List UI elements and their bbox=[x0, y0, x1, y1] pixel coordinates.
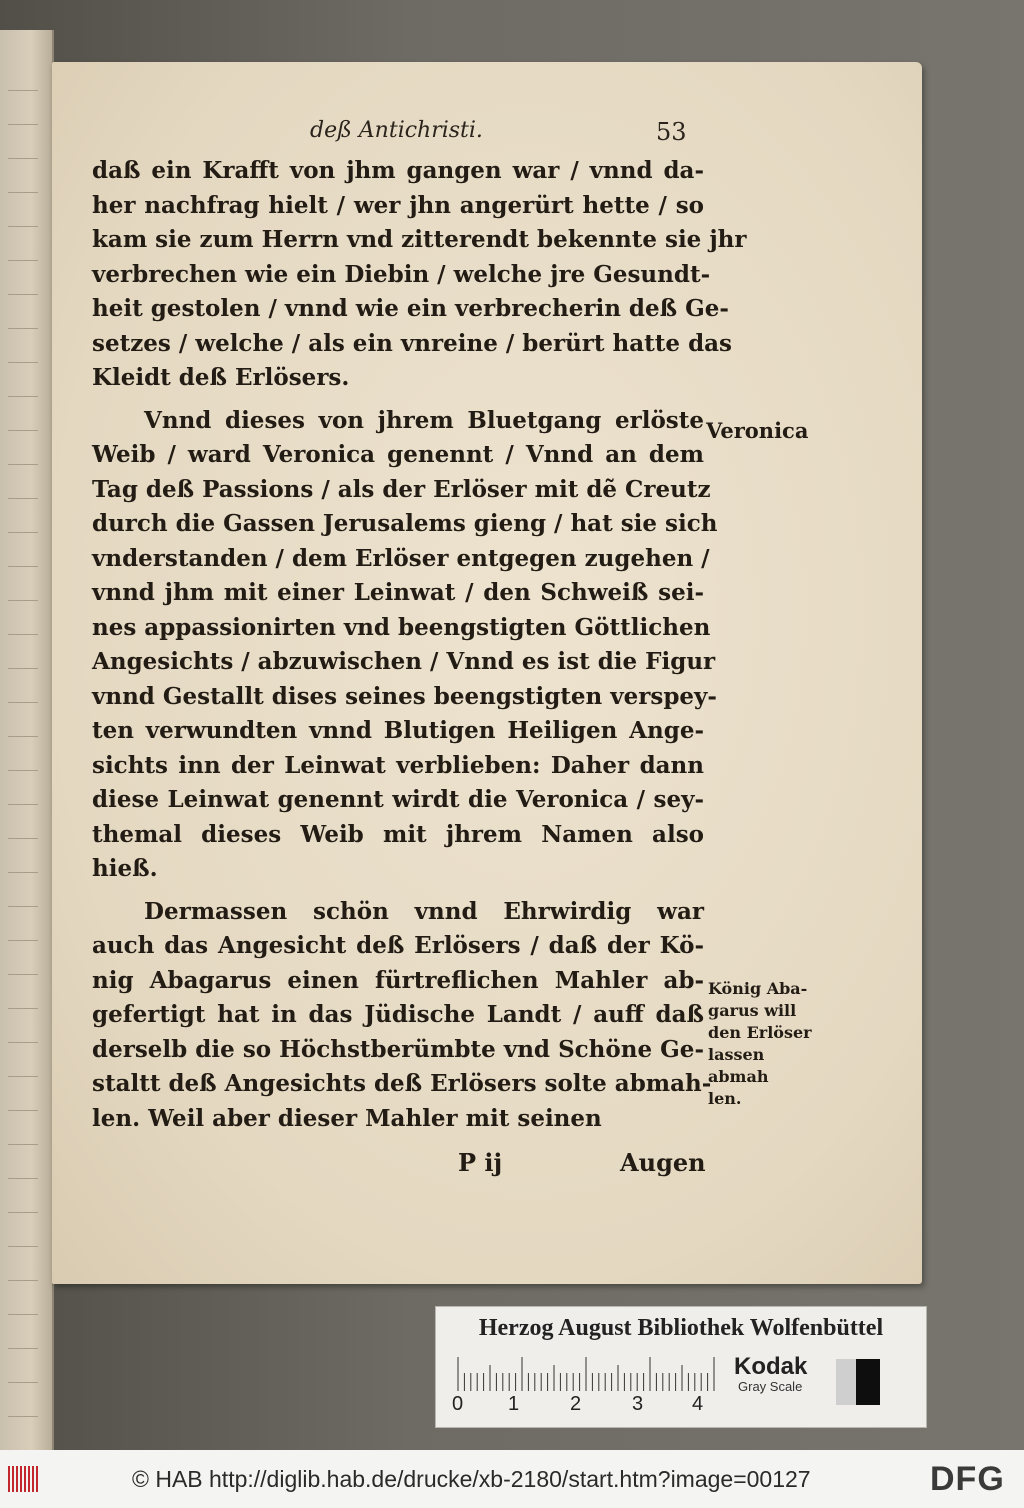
paragraph-gap bbox=[92, 396, 704, 404]
text-line: nig Abagarus einen fürtreflichen Mahler ab- bbox=[92, 966, 704, 994]
text-line: vnnd Gestallt dises seines beengstigten verspey- bbox=[92, 682, 717, 710]
text-line: Tag deß Passions / als der Erlöser mit dẽ Creutz bbox=[92, 475, 711, 503]
running-head: deß Antichristi. bbox=[310, 118, 483, 143]
logo-bar bbox=[16, 1466, 18, 1492]
text-line: daß ein Krafft von jhm gangen war / vnnd da- bbox=[92, 157, 704, 184]
text-line: sichts inn der Leinwat verblieben: Daher dann bbox=[92, 751, 704, 779]
logo-bar bbox=[32, 1466, 34, 1492]
card-institution: Herzog August Bibliothek Wolfenbüttel bbox=[478, 1315, 884, 1341]
gray-scale-label: Gray Scale bbox=[738, 1379, 803, 1394]
margin-note-konig bbox=[708, 978, 828, 1110]
bleed-through-line bbox=[8, 124, 38, 125]
text-line: nes appassionirten vnd beengstigten Göttlichen bbox=[92, 613, 711, 641]
text-line: vnnd jhm mit einer Leinwat / den Schweiß sei- bbox=[92, 579, 704, 606]
text-line: ten verwundten vnnd Blutigen Heiligen Ange- bbox=[92, 717, 704, 744]
margin-note-line: len. bbox=[708, 1089, 742, 1108]
bleed-through-line bbox=[8, 702, 38, 703]
bleed-through-line bbox=[8, 940, 38, 941]
bleed-through-line bbox=[8, 1280, 38, 1281]
bleed-through-line bbox=[8, 294, 38, 295]
bleed-through-line bbox=[8, 90, 38, 91]
bleed-through-line bbox=[8, 906, 38, 907]
text-line: diese Leinwat genennt wirdt die Veronica / sey- bbox=[92, 786, 704, 813]
bleed-through-line bbox=[8, 1212, 38, 1213]
bleed-through-line bbox=[8, 362, 38, 363]
hab-logo-icon bbox=[8, 1466, 42, 1492]
text-line: Weib / ward Veronica genennt / Vnnd an dem bbox=[92, 441, 704, 468]
ruler-label: 0 bbox=[452, 1393, 464, 1415]
margin-note-line: König Aba- bbox=[708, 979, 808, 998]
text-line: Kleidt deß Erlösers. bbox=[92, 364, 350, 391]
facing-page-edge bbox=[0, 30, 54, 1450]
bleed-through-line bbox=[8, 396, 38, 397]
ruler-label: 1 bbox=[508, 1393, 520, 1415]
kodak-logo: Kodak bbox=[734, 1353, 808, 1380]
bleed-through-line bbox=[8, 600, 38, 601]
footer-bar bbox=[0, 1450, 1024, 1508]
bleed-through-line bbox=[8, 872, 38, 873]
text-line: staltt deß Angesichts deß Erlösers solte abmah- bbox=[92, 1070, 712, 1097]
text-line: vnderstanden / dem Erlöser entgegen zugehen / bbox=[92, 544, 710, 572]
bleed-through-line bbox=[8, 260, 38, 261]
text-line: len. Weil aber dieser Mahler mit seinen bbox=[92, 1104, 602, 1132]
text-line: gefertigt hat in das Jüdische Landt / auff daß bbox=[92, 1001, 704, 1028]
logo-bar bbox=[36, 1466, 38, 1492]
ruler-label: 4 bbox=[692, 1393, 704, 1415]
bleed-through-line bbox=[8, 1382, 38, 1383]
signature-mark: P ij bbox=[458, 1148, 503, 1177]
bleed-through-line bbox=[8, 192, 38, 193]
bleed-through-line bbox=[8, 328, 38, 329]
bleed-through-line bbox=[8, 770, 38, 771]
bleed-through-line bbox=[8, 1008, 38, 1009]
bleed-through-line bbox=[8, 736, 38, 737]
text-line: hieß. bbox=[92, 855, 158, 882]
bleed-through-line bbox=[8, 668, 38, 669]
ruler-scale bbox=[456, 1355, 718, 1395]
text-line: auch das Angesicht deß Erlösers / daß der Kö- bbox=[92, 932, 704, 959]
bleed-through-line bbox=[8, 1348, 38, 1349]
text-line: kam sie zum Herrn vnd zitterendt bekennte sie jhr bbox=[92, 226, 747, 253]
text-line: Vnnd dieses von jhrem Bluetgang erlöste bbox=[144, 406, 704, 434]
logo-bar bbox=[12, 1466, 14, 1492]
text-line: setzes / welche / als ein vnreine / berürt hatte das bbox=[92, 329, 733, 357]
bleed-through-line bbox=[8, 1246, 38, 1247]
bleed-through-line bbox=[8, 1144, 38, 1145]
logo-bar bbox=[28, 1466, 30, 1492]
footer-citation[interactable]: © HAB http://diglib.hab.de/drucke/xb-2180/start.htm?image=00127 bbox=[132, 1466, 811, 1492]
bleed-through-line bbox=[8, 1416, 38, 1417]
text-line: themal dieses Weib mit jhrem Namen also bbox=[92, 820, 704, 848]
logo-bar bbox=[20, 1466, 22, 1492]
text-line: her nachfrag hielt / wer jhn angerürt hette / so bbox=[92, 191, 704, 219]
bleed-through-line bbox=[8, 226, 38, 227]
text-line: Dermassen schön vnnd Ehrwirdig war bbox=[144, 897, 704, 925]
text-line: heit gestolen / vnnd wie ein verbrecherin deß Ge- bbox=[92, 295, 729, 322]
logo-bar bbox=[24, 1466, 26, 1492]
bleed-through-line bbox=[8, 430, 38, 431]
text-line: verbrechen wie ein Diebin / welche jre Gesundt- bbox=[92, 260, 711, 288]
page-number: 53 bbox=[656, 118, 687, 146]
bleed-through-line bbox=[8, 1178, 38, 1179]
catchword: Augen bbox=[620, 1148, 706, 1177]
text-line: durch die Gassen Jerusalems gieng / hat sie sich bbox=[92, 510, 718, 537]
margin-note-veronica: Veronica bbox=[706, 418, 809, 443]
color-calibration-card bbox=[435, 1306, 927, 1428]
bleed-through-line bbox=[8, 1314, 38, 1315]
bleed-through-line bbox=[8, 1110, 38, 1111]
margin-note-line: den Erlöser bbox=[708, 1023, 812, 1042]
ruler-label: 2 bbox=[570, 1393, 582, 1415]
ruler-label: 3 bbox=[632, 1393, 644, 1415]
ruler-labels bbox=[450, 1393, 730, 1419]
bleed-through-line bbox=[8, 158, 38, 159]
bleed-through-line bbox=[8, 974, 38, 975]
paragraph-gap bbox=[92, 887, 704, 895]
margin-note-line: garus will bbox=[708, 1001, 797, 1020]
bleed-through-line bbox=[8, 634, 38, 635]
bleed-through-line bbox=[8, 838, 38, 839]
margin-note-line: lassen abmah bbox=[708, 1045, 769, 1086]
logo-bar bbox=[8, 1466, 10, 1492]
dfg-logo: DFG bbox=[930, 1460, 1005, 1498]
bleed-through-line bbox=[8, 532, 38, 533]
gray-patch-dark bbox=[856, 1359, 880, 1405]
bleed-through-line bbox=[8, 464, 38, 465]
bleed-through-line bbox=[8, 1042, 38, 1043]
bleed-through-line bbox=[8, 566, 38, 567]
text-line: derselb die so Höchstberümbte vnd Schöne Ge- bbox=[92, 1035, 704, 1063]
bleed-through-line bbox=[8, 498, 38, 499]
text-line: Angesichts / abzuwischen / Vnnd es ist die Figur bbox=[92, 648, 716, 675]
bleed-through-line bbox=[8, 1076, 38, 1077]
bleed-through-line bbox=[8, 804, 38, 805]
